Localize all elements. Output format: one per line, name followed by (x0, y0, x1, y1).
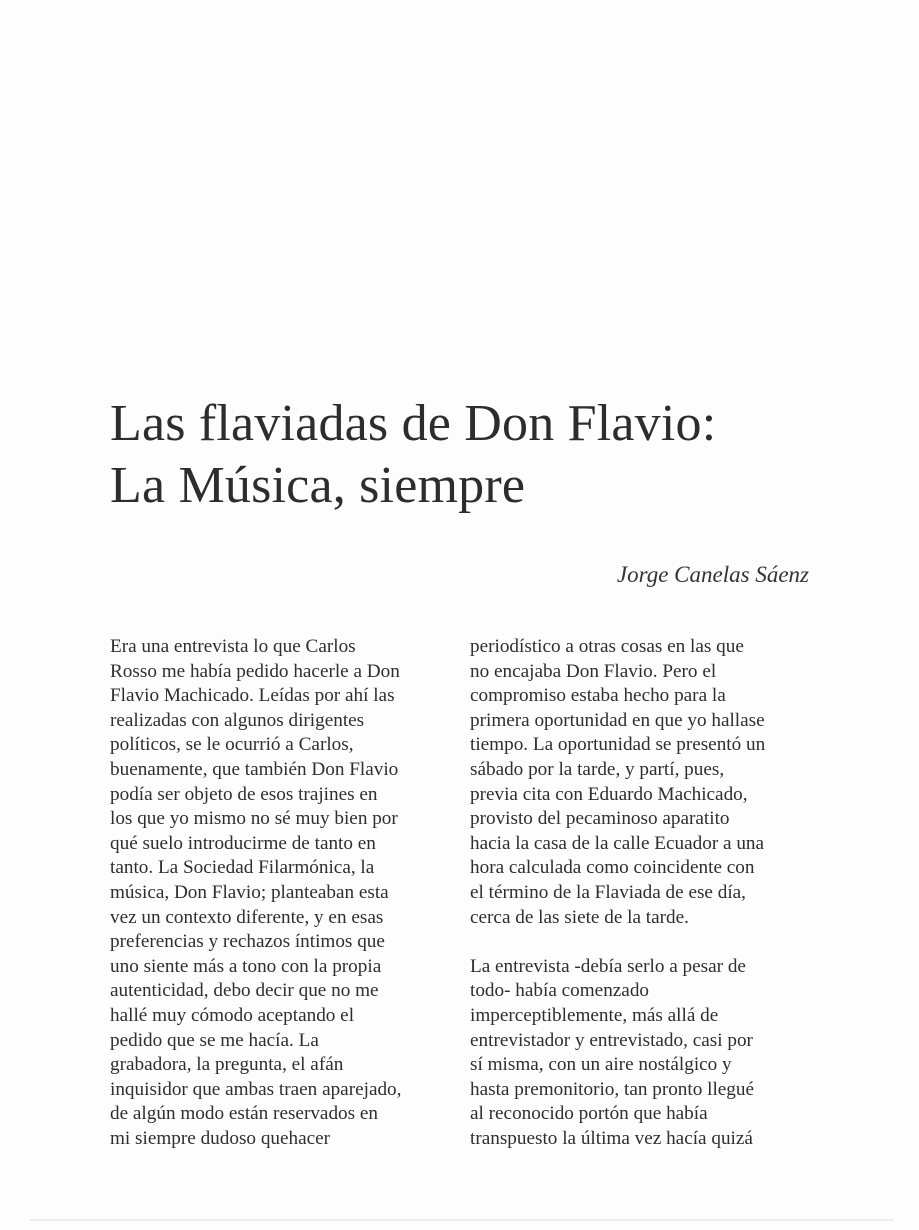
text-line: tanto. La Sociedad Filarmónica, la (110, 857, 375, 879)
text-line: compromiso estaba hecho para la (470, 685, 726, 707)
text-line: La entrevista -debía serlo a pesar de (470, 955, 746, 977)
text-line: uno siente más a tono con la propia (110, 955, 382, 977)
body-column-right (470, 635, 815, 1151)
text-line: música, Don Flavio; planteaban esta (110, 881, 389, 903)
text-line: provisto del pecaminoso aparatito (470, 808, 730, 830)
text-line: políticos, se le ocurrió a Carlos, (110, 734, 354, 756)
article-title (110, 393, 716, 517)
text-line: Flavio Machicado. Leídas por ahí las (110, 685, 395, 707)
paragraph-gap (470, 930, 815, 955)
text-line: podía ser objeto de esos trajines en (110, 783, 378, 805)
body-column-left (110, 635, 450, 1151)
text-line: imperceptiblemente, más allá de (470, 1004, 719, 1026)
text-line: sí misma, con un aire nostálgico y (470, 1054, 732, 1076)
text-line: inquisidor que ambas traen aparejado, (110, 1078, 402, 1100)
title-line: La Música, siempre (110, 457, 526, 514)
text-line: grabadora, la pregunta, el afán (110, 1054, 344, 1076)
text-line: tiempo. La oportunidad se presentó un (470, 734, 766, 756)
text-line: todo- había comenzado (470, 980, 650, 1002)
text-line: al reconocido portón que había (470, 1103, 708, 1125)
text-line: vez un contexto diferente, y en esas (110, 906, 384, 928)
text-line: buenamente, que también Don Flavio (110, 758, 399, 780)
text-line: no encajaba Don Flavio. Pero el (470, 660, 717, 682)
text-line: primera oportunidad en que yo hallase (470, 709, 765, 731)
text-line: transpuesto la última vez hacía quizá (470, 1127, 753, 1149)
text-line: entrevistador y entrevistado, casi por (470, 1029, 753, 1051)
text-line: periodístico a otras cosas en las que (470, 636, 744, 657)
title-line: Las flaviadas de Don Flavio: (110, 395, 717, 452)
text-line: pedido que se me hacía. La (110, 1029, 319, 1051)
text-line: realizadas con algunos dirigentes (110, 709, 365, 731)
text-line: los que yo mismo no sé muy bien por (110, 808, 398, 830)
text-line: sábado por la tarde, y partí, pues, (470, 758, 725, 780)
text-line: hacia la casa de la calle Ecuador a una (470, 832, 765, 854)
text-line: Era una entrevista lo que Carlos (110, 636, 356, 657)
text-line: hasta premonitorio, tan pronto llegué (470, 1078, 755, 1100)
text-line: previa cita con Eduardo Machicado, (470, 783, 748, 805)
text-line: cerca de las siete de la tarde. (470, 906, 689, 928)
page-bottom-edge (30, 1219, 894, 1221)
text-line: autenticidad, debo decir que no me (110, 980, 379, 1002)
article-author: Jorge Canelas Sáenz (616, 562, 809, 587)
text-line: el término de la Flaviada de ese día, (470, 881, 746, 903)
text-line: preferencias y rechazos íntimos que (110, 931, 385, 953)
text-line: qué suelo introducirme de tanto en (110, 832, 376, 854)
text-line: hallé muy cómodo aceptando el (110, 1004, 355, 1026)
text-line: de algún modo están reservados en (110, 1103, 379, 1125)
text-line: mi siempre dudoso quehacer (110, 1127, 331, 1149)
text-line: Rosso me había pedido hacerle a Don (110, 660, 400, 682)
text-line: hora calculada como coincidente con (470, 857, 755, 879)
